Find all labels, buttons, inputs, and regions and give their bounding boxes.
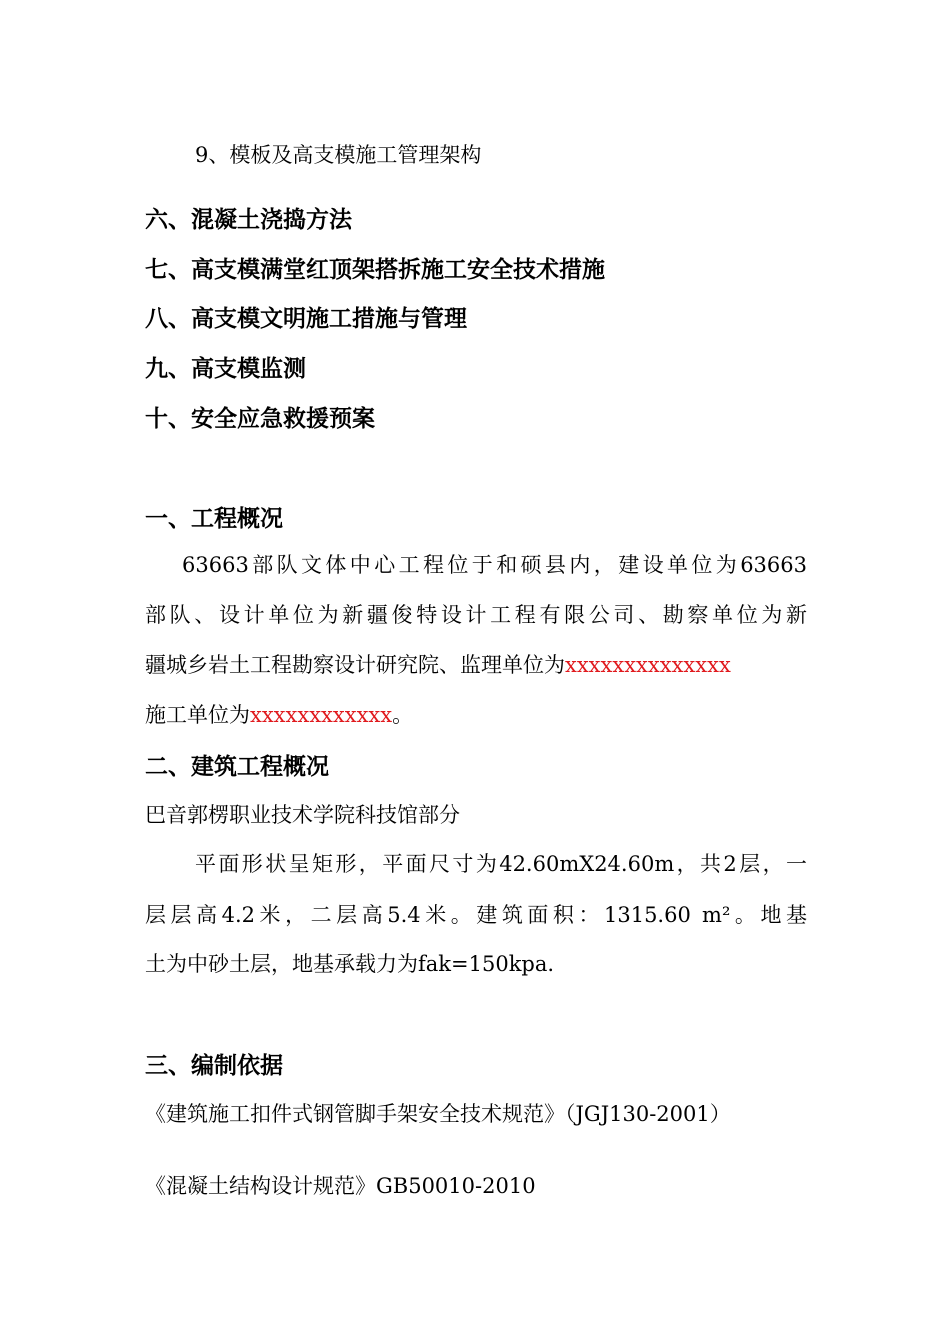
toc-item: 十、安全应急救援预案 xyxy=(145,406,375,432)
placeholder-text: xxxxxxxxxxxxxx xyxy=(565,653,731,677)
section-heading: 三、编制依据 xyxy=(145,1053,283,1079)
paragraph-line: 层层高4.2米，二层高5.4米。建筑面积：1315.60 m²。地基 xyxy=(145,903,807,927)
paragraph-text: 疆城乡岩土工程勘察设计研究院、监理单位为 xyxy=(145,653,565,677)
paragraph-line: 土为中砂土层，地基承载力为fak=150kpa. xyxy=(145,952,555,976)
toc-item: 八、高支模文明施工措施与管理 xyxy=(145,306,467,332)
paragraph-text: 施工单位为 xyxy=(145,703,250,727)
paragraph-line: 63663部队文体中心工程位于和硕县内，建设单位为63663 xyxy=(182,553,807,577)
reference-item: 《混凝土结构设计规范》GB50010-2010 xyxy=(145,1174,536,1198)
placeholder-text: xxxxxxxxxxxx xyxy=(250,703,393,727)
toc-sub-item: 9、模板及高支模施工管理架构 xyxy=(195,143,482,167)
section-subtitle: 巴音郭楞职业技术学院科技馆部分 xyxy=(145,803,460,827)
toc-item: 六、混凝土浇捣方法 xyxy=(145,207,352,233)
section-heading: 一、工程概况 xyxy=(145,506,283,532)
paragraph-line: 平面形状呈矩形，平面尺寸为42.60mX24.60m，共2层，一 xyxy=(195,852,807,876)
paragraph-text: 。 xyxy=(392,703,414,727)
toc-item: 九、高支模监测 xyxy=(145,356,306,382)
section-heading: 二、建筑工程概况 xyxy=(145,754,329,780)
paragraph-line xyxy=(145,699,413,729)
toc-item: 七、高支模满堂红顶架搭拆施工安全技术措施 xyxy=(145,257,605,283)
paragraph-line: 部队、设计单位为新疆俊特设计工程有限公司、勘察单位为新 xyxy=(145,603,807,627)
reference-item: 《建筑施工扣件式钢管脚手架安全技术规范》（JGJ130-2001） xyxy=(145,1102,731,1126)
paragraph-line xyxy=(145,649,731,679)
